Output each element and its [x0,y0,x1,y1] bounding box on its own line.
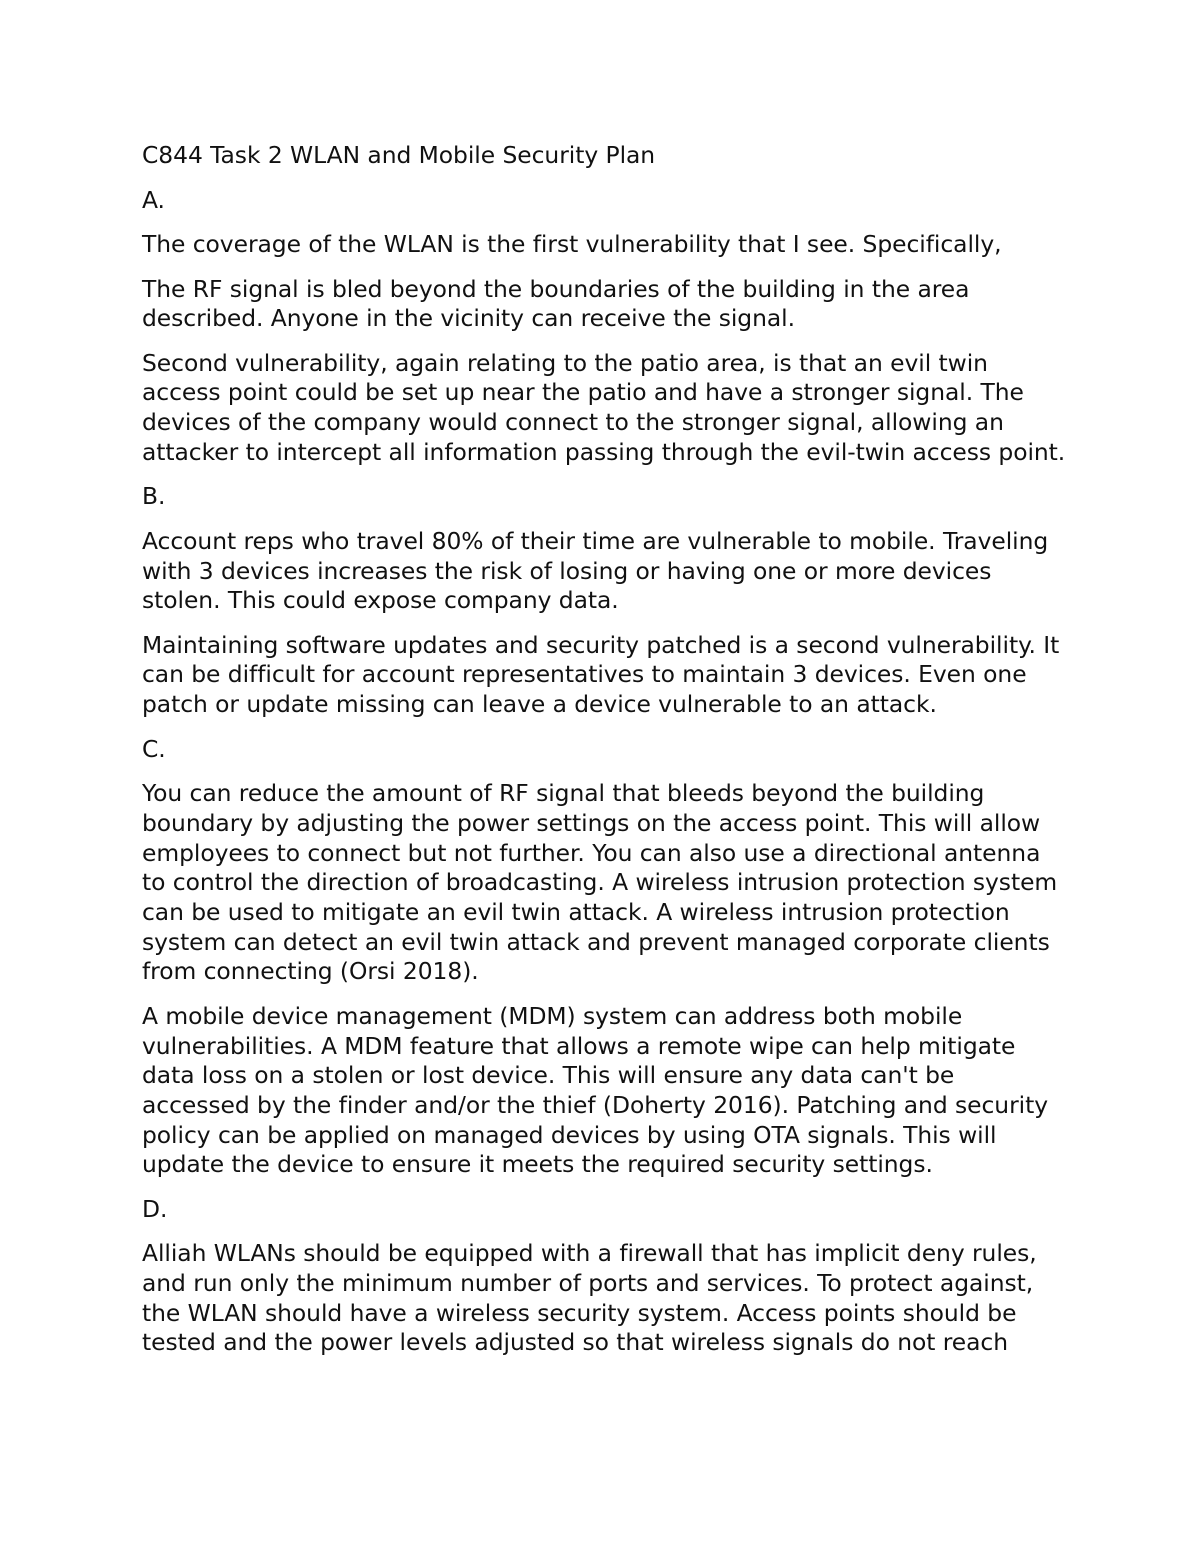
section-b-heading: B. [142,482,166,511]
section-c-heading: C. [142,734,166,763]
section-d-heading: D. [142,1194,168,1223]
section-c-paragraph: You can reduce the amount of RF signal that bleeds beyond the building boundary by adjusting the power settings on the access point. This will allow employees to connect but not further. You can also use a directional antenna to control the direction of broadcasting. A wireless intrusion protection system can be used to mitigate an evil twin attack. A wireless intrusion protection system can detect an evil twin attack and prevent managed corporate clients from connecting (Orsi 2018). [142,779,1058,986]
document-title: C844 Task 2 WLAN and Mobile Security Plan [142,141,656,169]
section-a-heading: A. [142,185,165,214]
section-d-paragraph: Alliah WLANs should be equipped with a firewall that has implicit deny rules, and run only the minimum number of ports and services. To protect against, the WLAN should have a wireless security system. Access points should be tested and the power levels adjusted so that wireless signals do not reach [142,1239,1037,1357]
section-b-paragraph: Maintaining software updates and security patched is a second vulnerability. It can be difficult for account representatives to maintain 3 devices. Even one patch or update missing can leave a device vulnerable to an attack. [142,630,1060,719]
section-a-paragraph: The coverage of the WLAN is the first vulnerability that I see. Specifically, [142,230,1002,258]
section-c-paragraph: A mobile device management (MDM) system can address both mobile vulnerabilities. A MDM feature that allows a remote wipe can help mitigate data loss on a stolen or lost device. This will ensure any data can't be accessed by the finder and/or the thief (Doherty 2016). Patching and security policy can be applied on managed devices by using OTA signals. This will update the device to ensure it meets the required security settings. [142,1001,1048,1179]
section-a-paragraph: The RF signal is bled beyond the boundaries of the building in the area described. Anyone in the vicinity can receive the signal. [142,274,970,333]
section-a-paragraph: Second vulnerability, again relating to the patio area, is that an evil twin access point could be set up near the patio and have a stronger signal. The devices of the company would connect to the stronger signal, allowing an attacker to intercept all information passing through the evil-twin access point. [142,348,1066,466]
section-b-paragraph: Account reps who travel 80% of their time are vulnerable to mobile. Traveling with 3 devices increases the risk of losing or having one or more devices stolen. This could expose company data. [142,526,1049,615]
document-body [142,141,1067,1373]
